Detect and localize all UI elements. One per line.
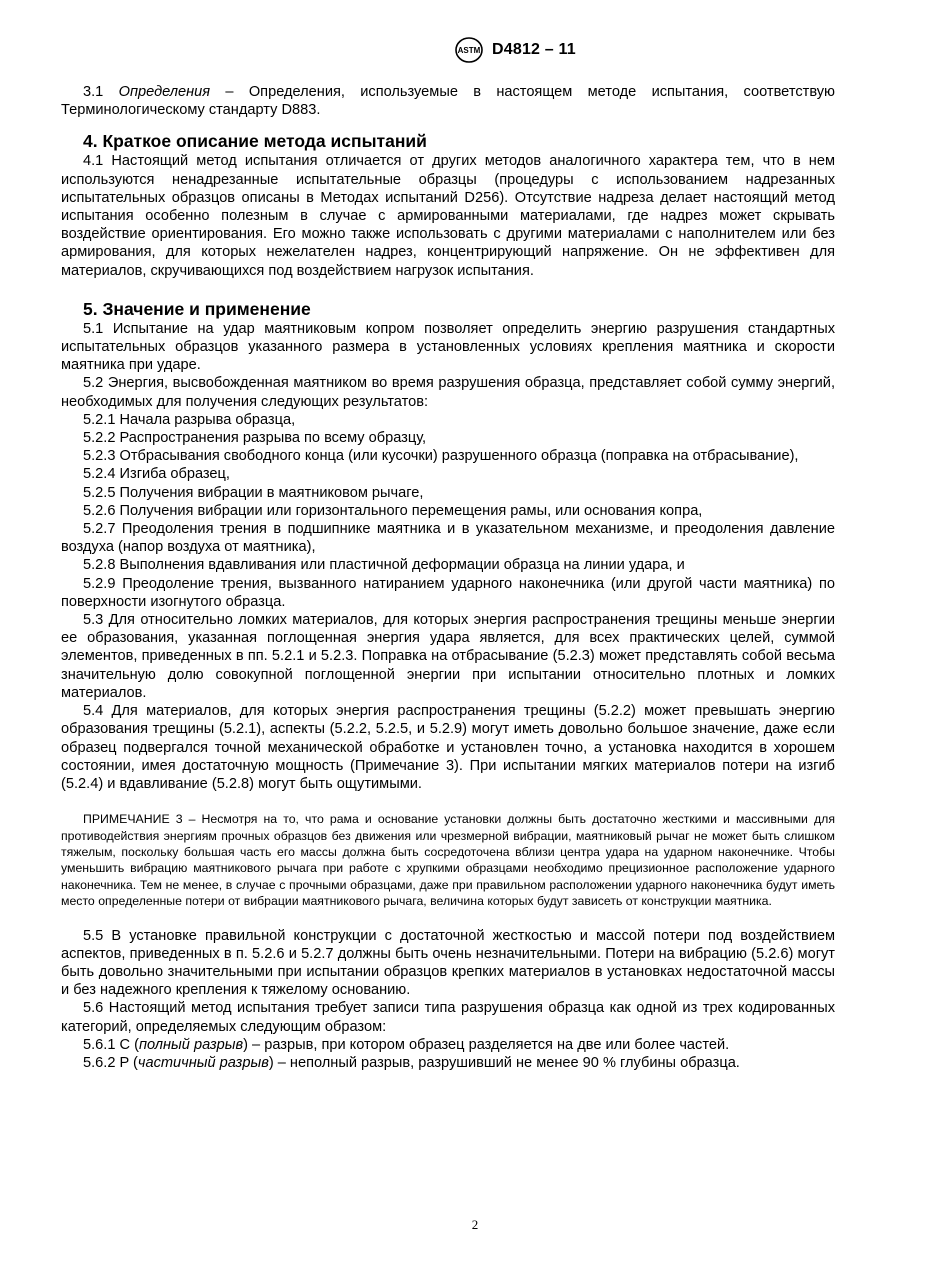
document-body — [61, 83, 835, 1072]
list-item-5-2-4: 5.2.4 Изгиба образец, — [83, 466, 230, 483]
astm-logo-icon — [454, 36, 484, 64]
term-definitions: Определения — [118, 84, 211, 100]
term-full-break: полный разрыв — [138, 1036, 244, 1053]
para-num: 5.6.2 P ( — [83, 1054, 138, 1071]
page-header — [454, 36, 576, 64]
astm-logo-text: ASTM — [457, 46, 481, 55]
paragraph-5-3: 5.3 Для относительно ломких материалов, для которых энергия распространения трещины меньше энергии ее образования, указанная поглощенная энергия удара является, для всех практических целей, суммой элементов, приведенных в пп. 5.2.1 и 5.2.3. Поправка на отбрасывание (5.2.3) может представлять собой весьма значительную долю совокупной поглощенной энергии при испытании относительно плотных и ломких материалов. — [61, 612, 835, 701]
section-4-heading: 4. Краткое описание метода испытаний — [83, 131, 427, 152]
paragraph-5-6-1 — [61, 1036, 835, 1054]
para-num: 3.1 — [83, 84, 104, 100]
list-item-5-2-1: 5.2.1 Начала разрыва образца, — [83, 411, 296, 428]
list-item-5-2-7: 5.2.7 Преодоления трения в подшипнике маятника и в указательном механизме, и преодоления давление воздуха (напор воздуха от маятника), — [61, 521, 835, 556]
paragraph-5-5: 5.5 В установке правильной конструкции с достаточной жесткостью и массой потери под воздействием аспектов, приведенных в п. 5.2.6 и 5.2.7 должны быть очень незначительными. Потери на вибрацию (5.2.6) могут быть довольно значительными при испытании образцов крепких материалов в установках недостаточной массы и без надежного крепления к тяжелому основанию. — [61, 927, 835, 999]
term-partial-break: частичный разрыв — [137, 1054, 269, 1071]
paragraph-5-1: 5.1 Испытание на удар маятниковым копром позволяет определить энергию разрушения стандартных испытательных образцов указанного размера в установленных условиях крепления маятника и скорости маятника при ударе. — [61, 320, 835, 374]
section-5-heading: 5. Значение и применение — [83, 298, 311, 319]
note-3: ПРИМЕЧАНИЕ 3 – Несмотря на то, что рама и основание установки должны быть достаточно жесткими и массивными для противодействия энергиям прочных образцов без движения или чрезмерной вибрации, маятниковый рычаг не может быть слишком тяжелым, поскольку большая часть его массы должна быть сосредоточена вблизи центра удара на ударном наконечнике. Чтобы уменьшить вибрацию маятникового рычага при работе с хрупкими образцами необходимо прецизионное расположение ударного наконечника. Тем не менее, в случае с прочными образцами, даже при правильном расположении ударного наконечника будут иметь место определенные потери от вибрации маятникового рычага, величина которых будут зависеть от конструкции маятника. — [61, 812, 835, 909]
para-num: 5.6.1 C ( — [83, 1036, 139, 1053]
paragraph-5-6-2 — [61, 1054, 835, 1072]
para-text: ) – разрыв, при котором образец разделяется на две или более частей. — [243, 1036, 730, 1053]
paragraph-5-2: 5.2 Энергия, высвобожденная маятником во время разрушения образца, представляет собой сумму энергий, необходимых для получения следующих результатов: — [61, 375, 835, 410]
list-item-5-2-6: 5.2.6 Получения вибрации или горизонтального перемещения рамы, или основания копра, — [83, 502, 703, 519]
page-number: 2 — [471, 1217, 479, 1232]
paragraph-3-1 — [61, 83, 835, 119]
list-item-5-2-2: 5.2.2 Распространения разрыва по всему образцу, — [83, 430, 427, 447]
list-item-5-2-3: 5.2.3 Отбрасывания свободного конца (или кусочки) разрушенного образца (поправка на отбрасывание), — [83, 448, 799, 465]
list-item-5-2-5: 5.2.5 Получения вибрации в маятниковом рычаге, — [83, 484, 424, 501]
list-item-5-2-9: 5.2.9 Преодоление трения, вызванного натиранием ударного наконечника (или другой части маятника) по поверхности изогнутого образца. — [61, 575, 835, 610]
paragraph-4-1: 4.1 Настоящий метод испытания отличается от других методов аналогичного характера тем, что в нем используются ненадрезанные испытательные образцы (процедуры с использованием надрезанных испытательных образцов описаны в Методах испытаний D256). Отсутствие надреза делает настоящий метод испытания особенно полезным в случае с армированными материалами, где надрез может скрывать воздействие ориентирования. Его можно также использовать с другими материалами с наполнителем или без армирования, для которых нежелателен надрез, концентрирующий напряжение. Он не эффективен для материалов, скручивающихся под воздействием нагрузок испытания. — [61, 153, 835, 279]
paragraph-5-4: 5.4 Для материалов, для которых энергия распространения трещины (5.2.2) может превышать энергию образования трещины (5.2.1), аспекты (5.2.2, 5.2.5, и 5.2.9) могут иметь довольно большое значение, даже если образец подвергался точной механической обработке и установлен точно, а установка находится в хорошем состоянии, имея достаточную мощность (Примечание 3). При испытании мягких материалов потери на изгиб (5.2.4) и вдавливание (5.2.8) могут быть ощутимыми. — [61, 703, 835, 792]
list-item-5-2-8: 5.2.8 Выполнения вдавливания или пластичной деформации образца на линии удара, и — [83, 557, 685, 574]
paragraph-5-6: 5.6 Настоящий метод испытания требует записи типа разрушения образца как одной из трех кодированных категорий, определяемых следующим образом: — [61, 1000, 835, 1035]
para-text: ) – неполный разрыв, разрушивший не менее 90 % глубины образца. — [268, 1054, 740, 1071]
para-text: – Определения, используемые в настоящем методе испытания, соответствую Терминологическому стандарту D883. — [61, 84, 835, 119]
standard-number: D4812 – 11 — [492, 41, 576, 58]
